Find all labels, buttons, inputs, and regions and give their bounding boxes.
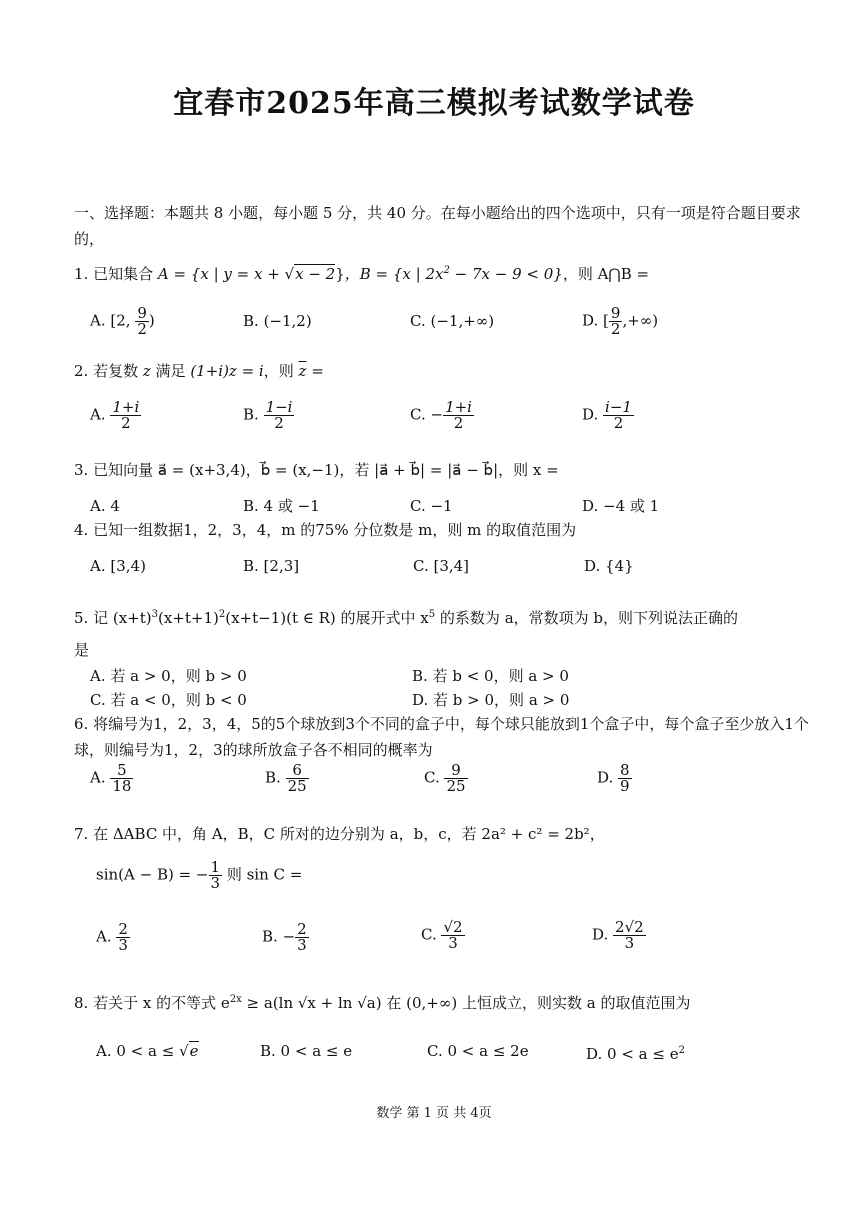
question-5-stem: 5. 记 $(x+t)^3(x+t+1)^2(x+t-1)(t$ ∈ R) 的展开式中 $x^5$ 的系数为 a，常数项为 b，则下列说法正确的 bbox=[74, 609, 739, 627]
page-footer: 数学 第 1 页 共 4页 bbox=[376, 1106, 492, 1121]
question-1-option-d[interactable]: D. [ $\frac{9}{2}$ ,+∞) bbox=[582, 304, 659, 338]
question-4-option-a[interactable]: A. [3,4) bbox=[90, 557, 146, 575]
question-6-stem: 6. 将编号为1，2，3，4，5的5个球放到3个不同的盒子中，每个球只能放到1个盒子中，每个盒子至少放入1个球，则编号为1，2，3的球所放盒子各不相同的概率为 bbox=[74, 715, 809, 759]
question-2-option-d[interactable]: D. $\frac{i-1}{2}$ bbox=[582, 398, 632, 432]
question-8-option-d[interactable]: D. $0 < a \le e^2$ bbox=[586, 1045, 685, 1063]
question-7-condition: sin(A − B) = − $\frac{1}{3}$ 则 sin C = bbox=[96, 858, 303, 892]
question-3-option-d[interactable]: D. −4 或 1 bbox=[582, 497, 660, 515]
question-2-option-b[interactable]: B. $\frac{1-i}{2}$ bbox=[243, 398, 293, 432]
question-1-option-a[interactable]: A. [2, $\frac{9}{2}$ ) bbox=[90, 304, 155, 338]
question-5-option-a[interactable]: A. 若 a > 0，则 b > 0 bbox=[90, 667, 247, 685]
question-6-option-c[interactable]: C. $\frac{9}{25}$ bbox=[424, 761, 466, 795]
question-7-option-d[interactable]: D. $\frac{2√2}{3}$ bbox=[592, 918, 644, 952]
question-4-option-b[interactable]: B. [2,3] bbox=[243, 557, 300, 575]
question-6-option-b[interactable]: B. $\frac{6}{25}$ bbox=[265, 761, 307, 795]
question-4-stem: 4. 已知一组数据1，2，3，4，m 的75% 分位数是 m，则 m 的取值范围为 bbox=[74, 521, 577, 539]
question-8-option-a[interactable]: A. 0 < a ≤ √e bbox=[96, 1042, 199, 1060]
question-8-stem: 8. 若关于 x 的不等式 $e^{2x} \ge a(\ln$ √x + ln √a) 在 (0,+∞) 上恒成立，则实数 a 的取值范围为 bbox=[74, 994, 691, 1012]
question-5-option-c[interactable]: C. 若 a < 0，则 b < 0 bbox=[90, 691, 247, 709]
question-1-stem: 1. 已知集合 A = {x | y = x + √x − 2}，B = {x | $2x^2 - 7x - 9 < 0$}，则 A⋂B = bbox=[74, 265, 650, 283]
section-header: 一、选择题：本题共 8 小题，每小题 5 分，共 40 分。在每小题给出的四个选项中，只有一项是符合题目要求的， bbox=[74, 204, 801, 248]
question-2-stem: 2. 若复数 z 满足 (1+i)z = i，则 $\overline{z}$ = bbox=[74, 362, 324, 380]
question-7-stem: 7. 在 ΔABC 中，角 A，B，C 所对的边分别为 a，b，c，若 2a² + c² = 2b²， bbox=[74, 825, 605, 843]
question-7-option-c[interactable]: C. $\frac{√2}{3}$ bbox=[421, 918, 463, 952]
question-2-option-a[interactable]: A. $\frac{1+i}{2}$ bbox=[90, 398, 140, 432]
question-8-option-c[interactable]: C. 0 < a ≤ 2e bbox=[427, 1042, 529, 1060]
question-3-option-a[interactable]: A. 4 bbox=[90, 497, 120, 515]
question-7-option-a[interactable]: A. $\frac{2}{3}$ bbox=[96, 920, 128, 954]
question-3-stem: 3. 已知向量 a⃗ = (x+3,4)，b⃗ = (x,−1)，若 |a⃗ + b⃗| = |a⃗ − b⃗|，则 x = bbox=[74, 461, 559, 479]
question-5-option-d[interactable]: D. 若 b > 0，则 a > 0 bbox=[412, 691, 570, 709]
exam-title: 宜春市2025年高三模拟考试数学试卷 bbox=[173, 86, 695, 121]
question-4-option-c[interactable]: C. [3,4] bbox=[413, 557, 470, 575]
question-1-option-c[interactable]: C. (−1,+∞) bbox=[410, 312, 495, 330]
question-4-option-d[interactable]: D. {4} bbox=[584, 557, 634, 575]
question-5-stem-line2: 是 bbox=[74, 641, 90, 659]
question-2-option-c[interactable]: C. − $\frac{1+i}{2}$ bbox=[410, 398, 472, 432]
question-3-option-c[interactable]: C. −1 bbox=[410, 497, 453, 515]
question-1-option-b[interactable]: B. (−1,2) bbox=[243, 312, 312, 330]
question-6-option-d[interactable]: D. $\frac{8}{9}$ bbox=[597, 761, 630, 795]
question-3-option-b[interactable]: B. 4 或 −1 bbox=[243, 497, 320, 515]
question-5-option-b[interactable]: B. 若 b < 0，则 a > 0 bbox=[412, 667, 569, 685]
question-6-option-a[interactable]: A. $\frac{5}{18}$ bbox=[90, 761, 132, 795]
question-7-option-b[interactable]: B. − $\frac{2}{3}$ bbox=[262, 920, 307, 954]
question-8-option-b[interactable]: B. 0 < a ≤ e bbox=[260, 1042, 353, 1060]
